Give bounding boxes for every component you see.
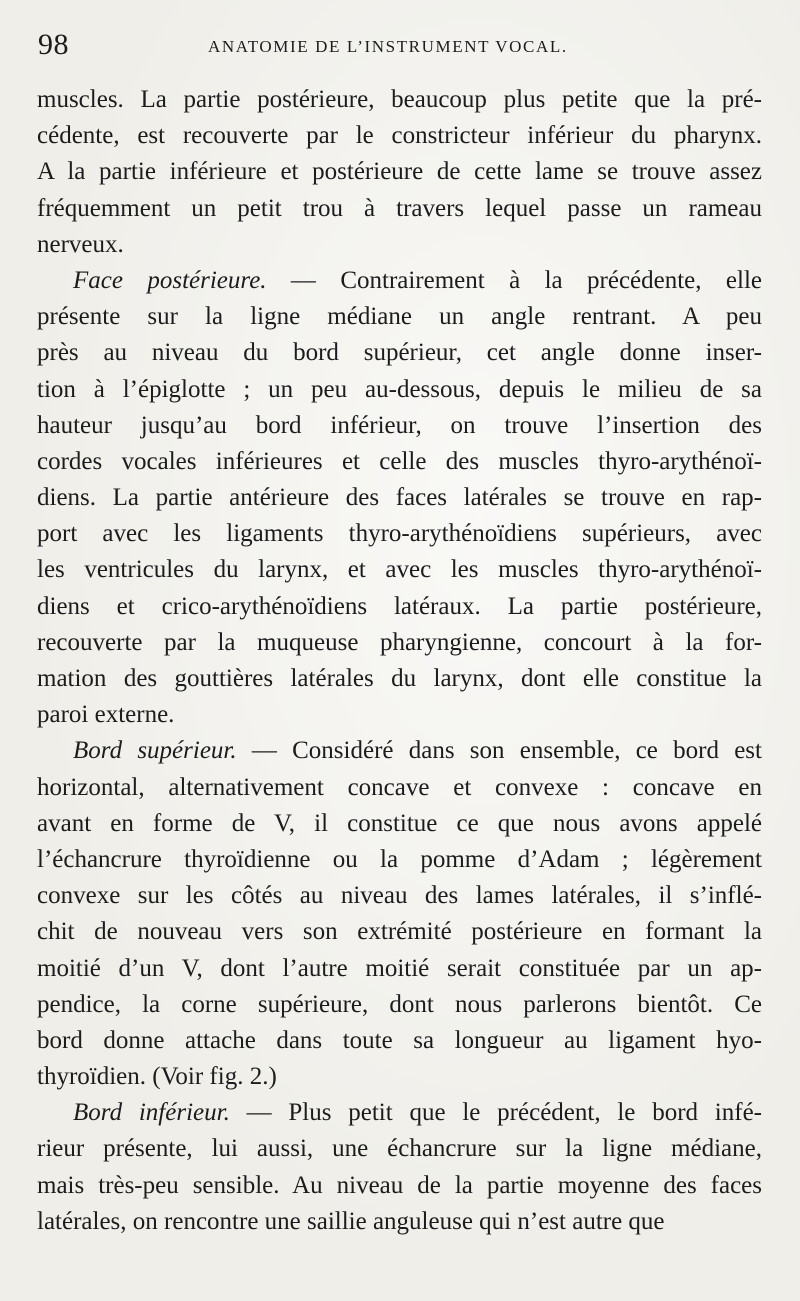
text-line: mais très-peu sensible. Au niveau de la partie moyenne des faces xyxy=(37,1171,762,1199)
section-heading: Bord inférieur. xyxy=(73,1099,230,1127)
text-line: A la partie inférieure et postérieure de cette lame se trouve assez xyxy=(37,158,762,186)
text-line: tion à l’épiglotte ; un peu au-dessous, depuis le milieu de sa xyxy=(37,375,762,403)
text-line: mation des gouttières latérales du larynx, dont elle constitue la xyxy=(37,665,762,692)
text-line: paroi externe. xyxy=(37,701,175,729)
text-line: les ventricules du larynx, et avec les muscles thyro-arythénoï- xyxy=(37,556,762,584)
running-head: ANATOMIE DE L’INSTRUMENT VOCAL. xyxy=(208,37,568,56)
text-line: thyroïdien. (Voir fig. 2.) xyxy=(37,1063,277,1091)
text-line: port avec les ligaments thyro-arythénoïdiens supérieurs, avec xyxy=(37,520,762,548)
text-line: convexe sur les côtés au niveau des lames latérales, il s’inflé- xyxy=(37,882,762,910)
text-line: fréquemment un petit trou à travers lequel passe un rameau xyxy=(37,194,762,222)
page-header xyxy=(38,28,760,68)
heading-line-text: — Considéré dans son ensemble, ce bord est xyxy=(236,737,762,765)
heading-line-text: — Plus petit que le précédent, le bord infé- xyxy=(229,1099,762,1127)
text-line: hauteur jusqu’au bord inférieur, on trouve l’insertion des xyxy=(37,411,762,439)
text-line: chit de nouveau vers son extrémité postérieure en formant la xyxy=(37,918,762,946)
text-line: près au niveau du bord supérieur, cet angle donne inser- xyxy=(37,339,762,367)
heading-line-text: — Contrairement à la précédente, elle xyxy=(266,266,762,294)
paragraph-heading-line xyxy=(37,263,762,299)
text-line: rieur présente, lui aussi, une échancrure sur la ligne médiane, xyxy=(37,1135,762,1163)
section-heading: Bord supérieur. xyxy=(73,737,237,765)
text-line: moitié d’un V, dont l’autre moitié serait constituée par un ap- xyxy=(37,954,762,982)
text-line: horizontal, alternativement concave et convexe : concave en xyxy=(37,773,762,801)
section-heading: Face postérieure. xyxy=(73,266,267,294)
text-line: présente sur la ligne médiane un angle rentrant. A peu xyxy=(37,303,762,331)
text-line: pendice, la corne supérieure, dont nous parlerons bientôt. Ce xyxy=(37,990,762,1018)
text-line: diens. La partie antérieure des faces latérales se trouve en rap- xyxy=(37,484,762,512)
text-line: diens et crico-arythénoïdiens latéraux. La partie postérieure, xyxy=(37,592,762,620)
page-number: 98 xyxy=(38,28,69,61)
text-line: muscles. La partie postérieure, beaucoup plus petite que la pré- xyxy=(37,86,762,113)
text-line: cordes vocales inférieures et celle des muscles thyro-arythénoï- xyxy=(37,447,762,475)
text-line: cédente, est recouverte par le constricteur inférieur du pharynx. xyxy=(37,122,762,150)
body-text xyxy=(37,82,762,1240)
text-line: latérales, on rencontre une saillie anguleuse qui n’est autre que xyxy=(37,1207,665,1235)
paragraph-heading-line xyxy=(37,1095,762,1131)
text-line: bord donne attache dans toute sa longueur au ligament hyo- xyxy=(37,1026,762,1054)
text-line: avant en forme de V, il constitue ce que nous avons appelé xyxy=(37,809,762,837)
text-line: l’échancrure thyroïdienne ou la pomme d’Adam ; légèrement xyxy=(37,845,762,873)
text-line: nerveux. xyxy=(37,230,124,258)
paragraph-heading-line xyxy=(37,733,762,769)
text-line: recouverte par la muqueuse pharyngienne, concourt à la for- xyxy=(37,628,762,656)
